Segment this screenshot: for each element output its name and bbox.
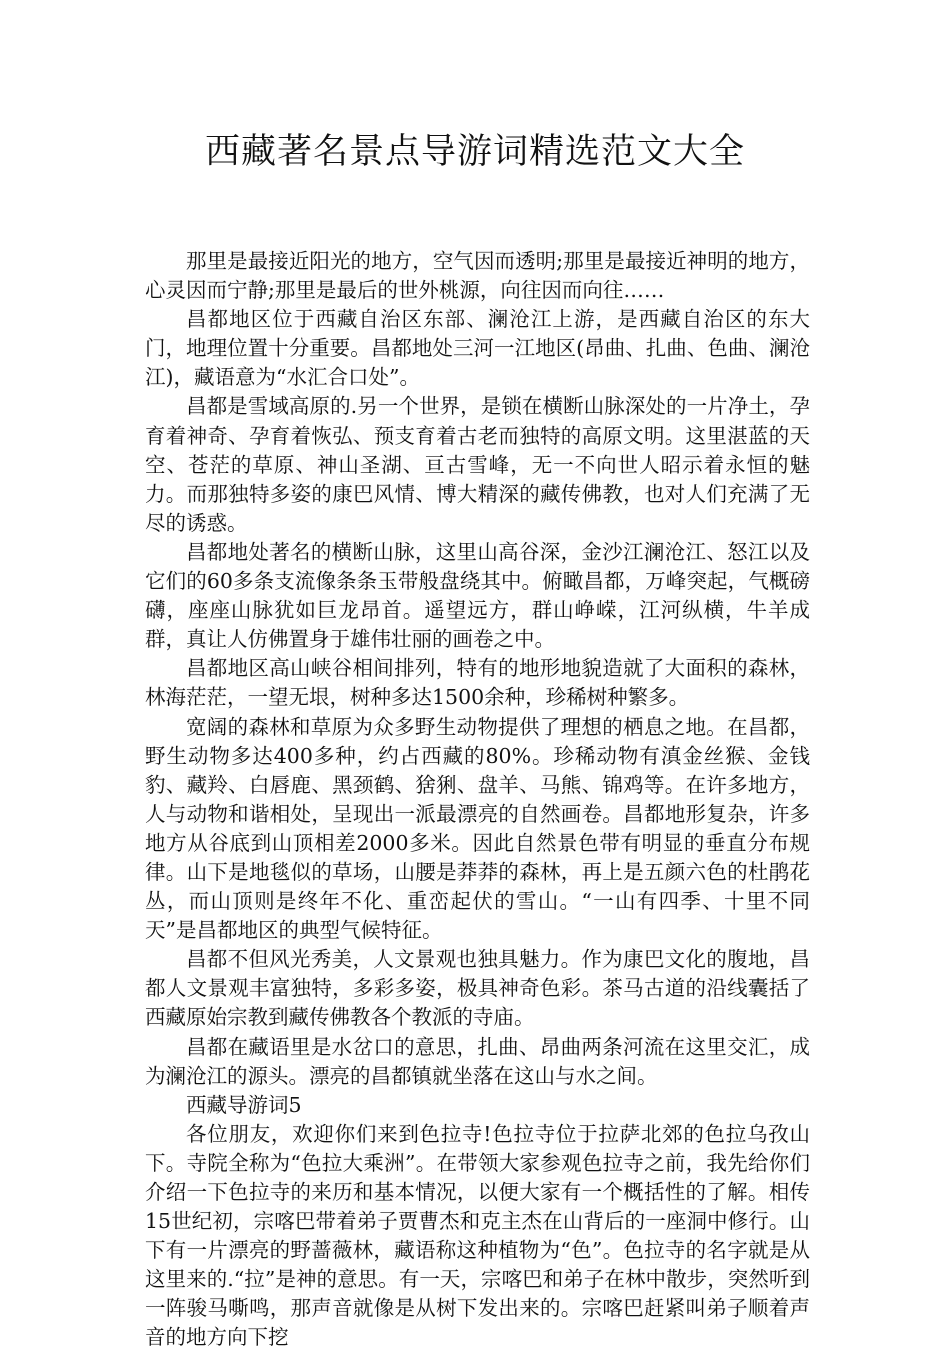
- document-title: 西藏著名景点导游词精选范文大全: [204, 132, 745, 172]
- paragraph: 昌都地处著名的横断山脉，这里山高谷深，金沙江澜沧江、怒江以及它们的60多条支流像条条玉带般盘绕其中。俯瞰昌都，万峰突起，气概磅礴，座座山脉犹如巨龙昂首。遥望远方，群山峥嵘，江河纵横，牛羊成群，真让人仿佛置身于雄伟壮丽的画卷之中。: [145, 539, 810, 652]
- paragraph: 那里是最接近阳光的地方，空气因而透明;那里是最接近神明的地方，心灵因而宁静;那里是最后的世外桃源，向往因而向往……: [145, 249, 810, 303]
- paragraph: 宽阔的森林和草原为众多野生动物提供了理想的栖息之地。在昌都，野生动物多达400多种，约占西藏的80%。珍稀动物有滇金丝猴、金钱豹、藏羚、白唇鹿、黑颈鹤、猞猁、盘羊、马熊、锦鸡等。在许多地方，人与动物和谐相处，呈现出一派最漂亮的自然画卷。昌都地形复杂，许多地方从谷底到山顶相差2000多米。因此自然景色带有明显的垂直分布规律。山下是地毯似的草场，山腰是莽莽的森林，再上是五颜六色的杜鹃花丛，而山顶则是终年不化、重峦起伏的雪山。“一山有四季、十里不同天”是昌都地区的典型气候特征。: [145, 714, 810, 943]
- paragraph: 各位朋友，欢迎你们来到色拉寺!色拉寺位于拉萨北郊的色拉乌孜山下。寺院全称为“色拉大乘洲”。在带领大家参观色拉寺之前，我先给你们介绍一下色拉寺的来历和基本情况，以便大家有一个概括性的了解。相传15世纪初，宗喀巴带着弟子贾曹杰和克主杰在山背后的一座洞中修行。山下有一片漂亮的野蔷薇林，藏语称这种植物为“色”。色拉寺的名字就是从这里来的.“拉”是神的意思。有一天，宗喀巴和弟子在林中散步，突然听到一阵骏马嘶鸣，那声音就像是从树下发出来的。宗喀巴赶紧叫弟子顺着声音的地方向下挖: [145, 1121, 810, 1350]
- paragraph: 昌都是雪域高原的.另一个世界，是锁在横断山脉深处的一片净土，孕育着神奇、孕育着恢弘、预支育着古老而独特的高原文明。这里湛蓝的天空、苍茫的草原、神山圣湖、亘古雪峰，无一不向世人昭示着永恒的魅力。而那独特多姿的康巴风情、博大精深的藏传佛教，也对人们充满了无尽的诱惑。: [145, 394, 810, 535]
- paragraph: 昌都在藏语里是水岔口的意思，扎曲、昂曲两条河流在这里交汇，成为澜沧江的源头。漂亮的昌都镇就坐落在这山与水之间。: [145, 1034, 810, 1088]
- paragraph: 昌都地区高山峡谷相间排列，特有的地形地貌造就了大面积的森林，林海茫茫，一望无垠，树种多达1500余种，珍稀树种繁多。: [145, 656, 810, 710]
- document-body: [145, 247, 810, 1353]
- paragraph: 昌都地区位于西藏自治区东部、澜沧江上游，是西藏自治区的东大门，地理位置十分重要。昌都地处三河一江地区(昂曲、扎曲、色曲、澜沧江)，藏语意为“水汇合口处”。: [145, 307, 810, 390]
- section-heading: 西藏导游词5: [186, 1092, 302, 1117]
- paragraph: 昌都不但风光秀美，人文景观也独具魅力。作为康巴文化的腹地，昌都人文景观丰富独特，多彩多姿，极具神奇色彩。茶马古道的沿线囊括了西藏原始宗教到藏传佛教各个教派的寺庙。: [145, 947, 810, 1030]
